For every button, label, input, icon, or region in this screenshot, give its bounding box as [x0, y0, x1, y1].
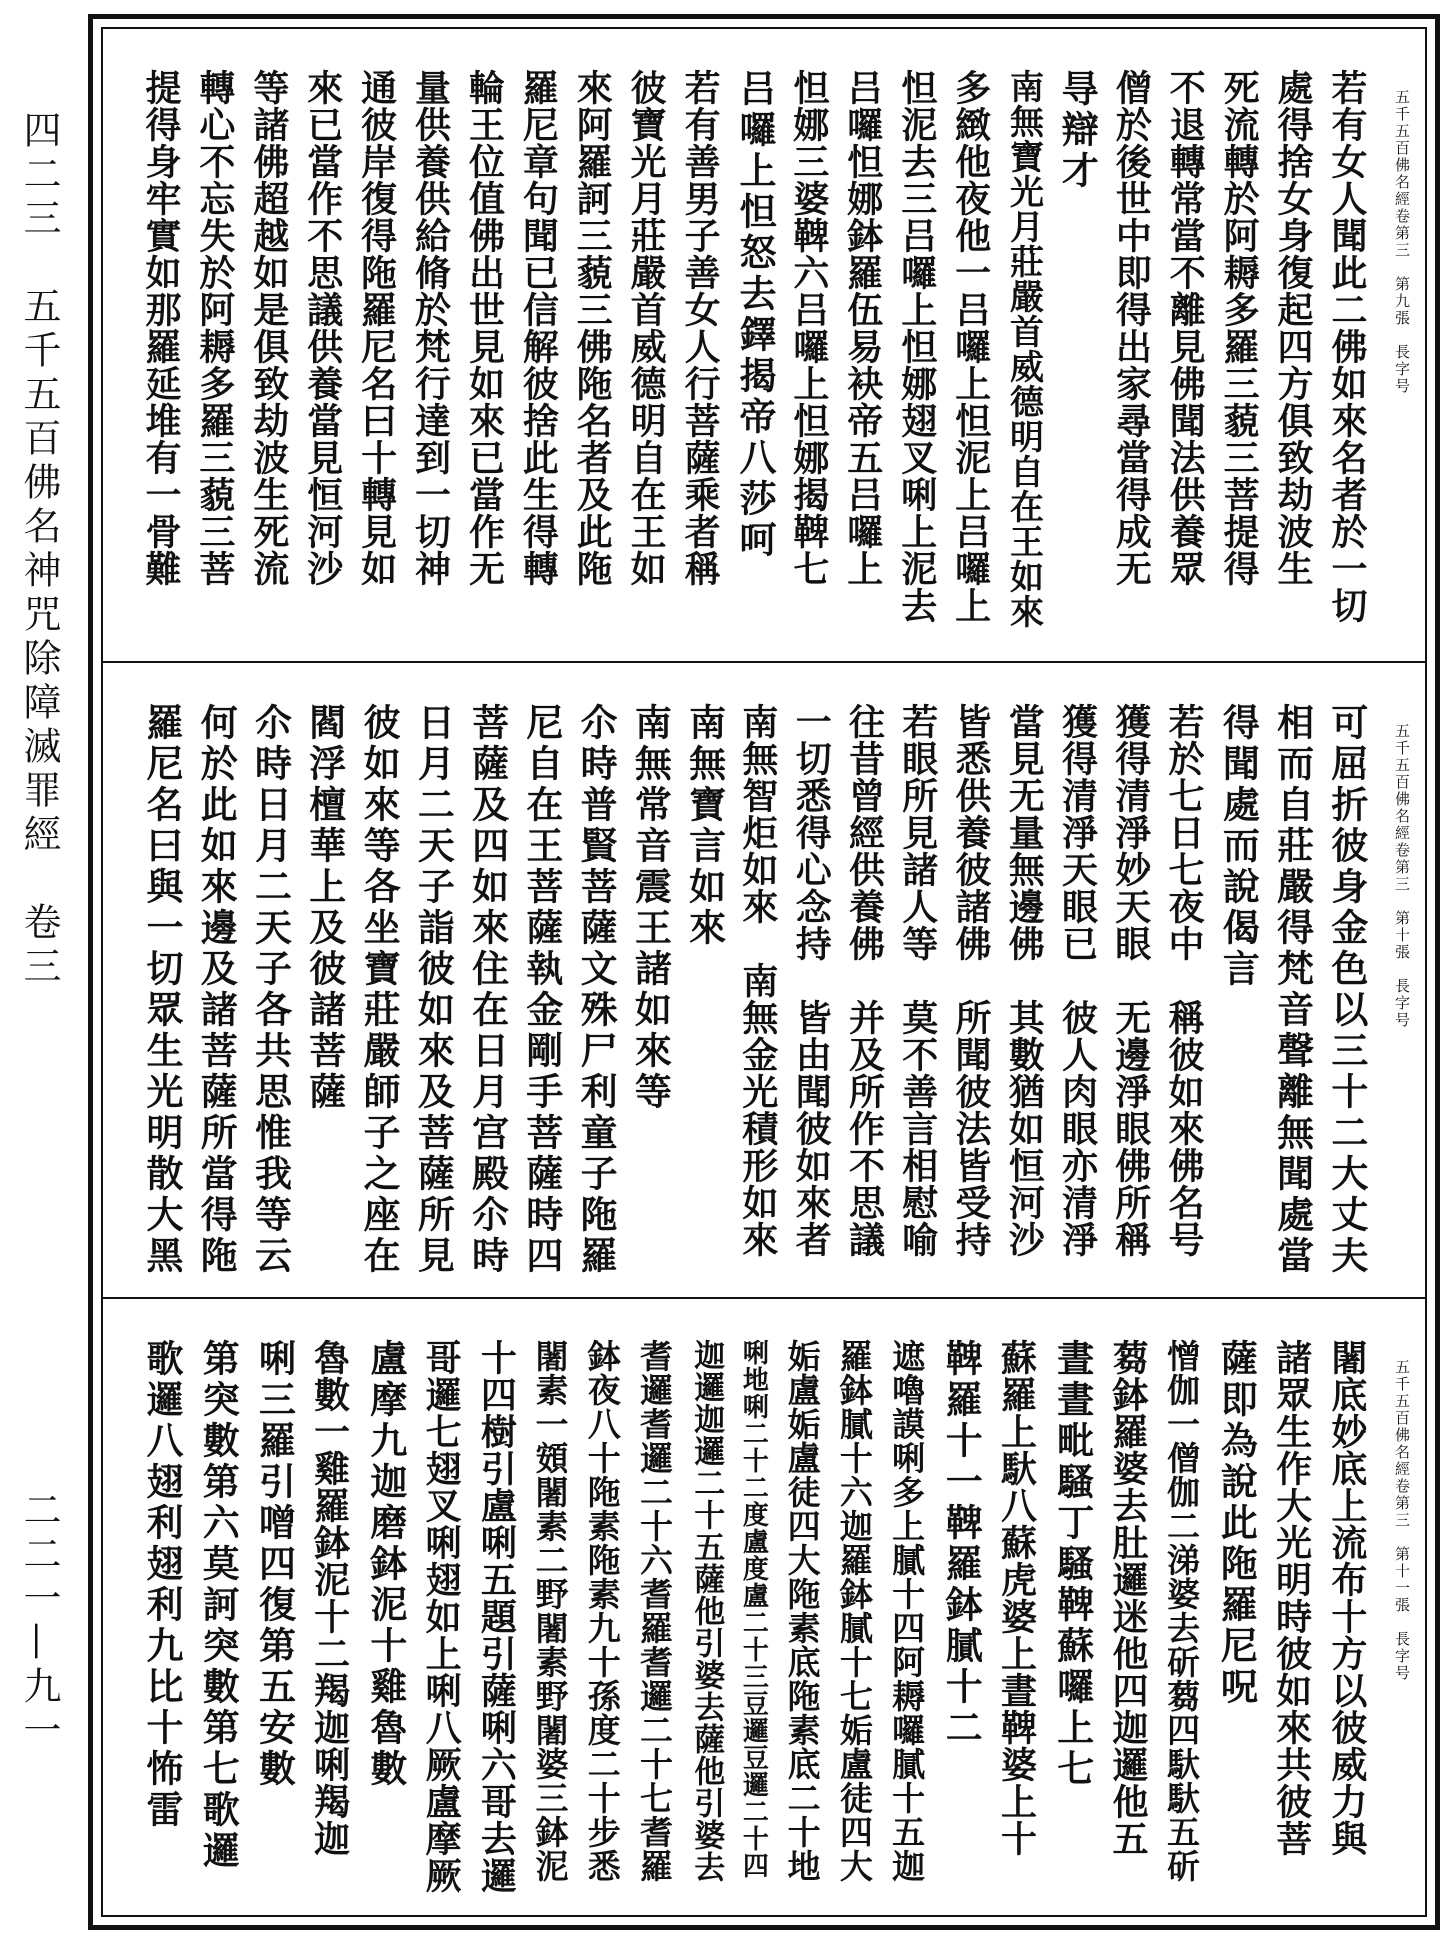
text-column: 南無寶言如來: [682, 703, 727, 949]
text-column: 蒭鉢羅婆去肚邏迷他四迦邏他五: [1106, 1339, 1149, 1857]
text-column: 死流轉於阿耨多羅三藐三菩提得: [1218, 69, 1261, 587]
text-column: 提得身牢實如那羅延堆有一骨難: [140, 69, 182, 587]
text-column: 南無寶光月莊嚴首威德明自在王如來: [1003, 69, 1044, 629]
text-column: 一切悉得心念持 皆由聞彼如來者: [790, 703, 833, 1258]
text-column: 唎三羅引噌四復第五安數: [252, 1339, 297, 1790]
text-column: 量供養供給脩於梵行達到一切神: [409, 69, 452, 587]
text-column: 來已當作不思議供養當見恒河沙: [301, 69, 344, 587]
text-column: 日月二天子詣彼如來及菩薩所見: [411, 703, 456, 1277]
text-column: 南無智炬如來 南無金光積形如來: [736, 703, 779, 1258]
text-column: 南無常音震王諸如來等: [628, 703, 673, 1113]
text-column: 蘇羅上馱八蘇虎婆上晝鞞婆上十: [995, 1339, 1038, 1857]
panel-label: 五千五百佛名經卷第三 第十張 長字号: [1393, 723, 1411, 1029]
text-column: 多緻他夜他一吕囉上怛泥上吕囉上: [949, 69, 992, 624]
text-column: 晝晝毗騷丁騷鞞蘇囉上七: [1050, 1339, 1095, 1790]
text-column: 若於七日七夜中 稱彼如來佛名号: [1163, 703, 1206, 1258]
text-column: 鉢夜八十陁素陁素九十孫度二十步悉: [582, 1339, 622, 1883]
panel-2: [103, 663, 1425, 1297]
text-columns: [140, 703, 1369, 1277]
text-column: 閻浮檀華上及彼諸菩薩: [302, 703, 347, 1113]
text-column: 盧摩九迦磨鉢泥十雞魯數: [363, 1339, 408, 1790]
text-column: 等諸佛超越如是俱致劫波生死流: [247, 69, 290, 587]
text-column: 得聞處而說偈言: [1216, 703, 1261, 990]
text-column: 若有女人聞此二佛如來名者於一切: [1325, 69, 1368, 624]
text-column: 羅尼章句聞已信解彼捨此生得轉: [517, 69, 560, 587]
text-column: 獲得清淨妙天眼 无邊淨眼佛所稱: [1109, 703, 1152, 1258]
margin-title: 四二三 五千五百佛名神咒除障滅罪經 卷三: [17, 110, 61, 990]
text-column: 相而自莊嚴得梵音聲離無聞處當: [1270, 703, 1315, 1277]
text-column: 通彼岸復得陁羅尼名曰十轉見如: [355, 69, 398, 587]
text-column: 尒時普賢菩薩文殊尸利童子陁羅: [574, 703, 619, 1277]
text-column: 吕囉怛娜鉢羅伍易袂帝五吕囉上: [841, 69, 884, 587]
text-column: 鞞羅十一鞞羅鉢膩十二: [939, 1339, 984, 1749]
text-column: 可屈折彼身金色以三十二大丈夫: [1324, 703, 1369, 1277]
text-column: 吕囉上怛怒去鐸揭帝八莎呵: [732, 69, 777, 561]
text-column: 尼自在王菩薩執金剛手菩薩時四: [519, 703, 564, 1277]
text-column: 歌邏八翅利翅利九比十怖雷: [140, 1339, 184, 1831]
text-column: 憎伽一僧伽二涕婆去斫蒭四馱馱五斫: [1162, 1339, 1202, 1883]
text-column: 唎地唎二十二度盧度盧二十三豆邏豆邏二十四: [738, 1339, 769, 1879]
text-column: 第突數第六莫訶突數第七歌邏: [196, 1339, 241, 1872]
text-column: 耆邏耆邏二十六耆羅耆邏二十七耆羅: [634, 1339, 674, 1883]
panel-3: [103, 1299, 1425, 1915]
text-column: 怛泥去三吕囉上怛娜翅叉唎上泥去: [895, 69, 938, 624]
text-column: 遮嚕謨唎多上膩十四阿耨囉膩十五迦: [887, 1339, 927, 1883]
text-column: 獲得清淨天眼已 彼人肉眼亦清淨: [1056, 703, 1099, 1258]
text-columns: [140, 69, 1368, 641]
text-column: 彼如來等各坐寶莊嚴師子之座在: [357, 703, 402, 1277]
text-column: 闍素一頞闍素二野闍素野闍婆三鉢泥: [530, 1339, 570, 1883]
left-margin: [0, 0, 86, 1946]
text-column: 諸眾生作大光明時彼如來共彼菩: [1270, 1339, 1313, 1857]
margin-page-number: 二二一—九一: [17, 1490, 61, 1754]
text-column: 薩即為說此陁羅尼呪: [1214, 1339, 1259, 1708]
text-column: 來阿羅訶三藐三佛陁名者及此陁: [571, 69, 614, 587]
text-column: 姤盧姤盧徒四大陁素底陁素底二十地: [782, 1339, 822, 1883]
text-column: 魯數一雞羅鉢泥十二羯迦唎羯迦: [308, 1339, 351, 1857]
text-columns: [140, 1339, 1368, 1895]
text-column: 羅鉢膩十六迦羅鉢膩十七姤盧徒四大: [834, 1339, 874, 1883]
text-column: 菩薩及四如來住在日月宫殿尒時: [465, 703, 510, 1277]
text-column: 處得捨女身復起四方俱致劫波生: [1272, 69, 1315, 587]
text-column: 當見无量無邊佛 其數猶如恒河沙: [1003, 703, 1046, 1258]
text-column: 迦邏迦邏二十五薩他引婆去薩他引婆去: [688, 1339, 725, 1883]
text-column: 哥邏七翅叉唎翅如上唎八厥盧摩厥: [420, 1339, 463, 1894]
text-column: 彼寶光月莊嚴首威德明自在王如: [625, 69, 668, 587]
text-column: 何於此如來邊及諸菩薩所當得陁: [194, 703, 239, 1277]
text-column: 皆悉供養彼諸佛 所聞彼法皆受持: [949, 703, 992, 1258]
page-frame: [88, 14, 1440, 1930]
text-column: 十四樹引盧唎五題引薩唎六哥去邏: [475, 1339, 518, 1894]
text-column: 怛娜三婆鞞六吕囉上怛娜揭鞞七: [787, 69, 830, 587]
page-inner-frame: [101, 27, 1427, 1917]
text-column: 僧於後世中即得出家尋當得成无: [1110, 69, 1153, 587]
text-column: 不退轉常當不離見佛聞法供養眾: [1164, 69, 1207, 587]
text-column: 羅尼名曰與一切眾生光明散大黑: [140, 703, 184, 1277]
text-column: 轉心不忘失於阿耨多羅三藐三菩: [193, 69, 236, 587]
text-column: 若有善男子善女人行菩薩乘者稱: [679, 69, 722, 587]
panel-1: [103, 29, 1425, 661]
panel-label: 五千五百佛名經卷第三 第九張 長字号: [1393, 89, 1411, 395]
panel-label: 五千五百佛名經卷第三 第十一張 長字号: [1393, 1359, 1411, 1682]
text-column: 闍底妙底上流布十方以彼威力與: [1325, 1339, 1368, 1857]
text-column: 尒時日月二天子各共思惟我等云: [248, 703, 293, 1277]
text-column: 㝵辯才: [1055, 69, 1100, 192]
text-column: 往昔曾經供養佛 并及所作不思議: [843, 703, 886, 1258]
text-column: 輪王位值佛出世見如來已當作无: [463, 69, 506, 587]
text-column: 若眼所見諸人等 莫不善言相慰喻: [896, 703, 939, 1258]
